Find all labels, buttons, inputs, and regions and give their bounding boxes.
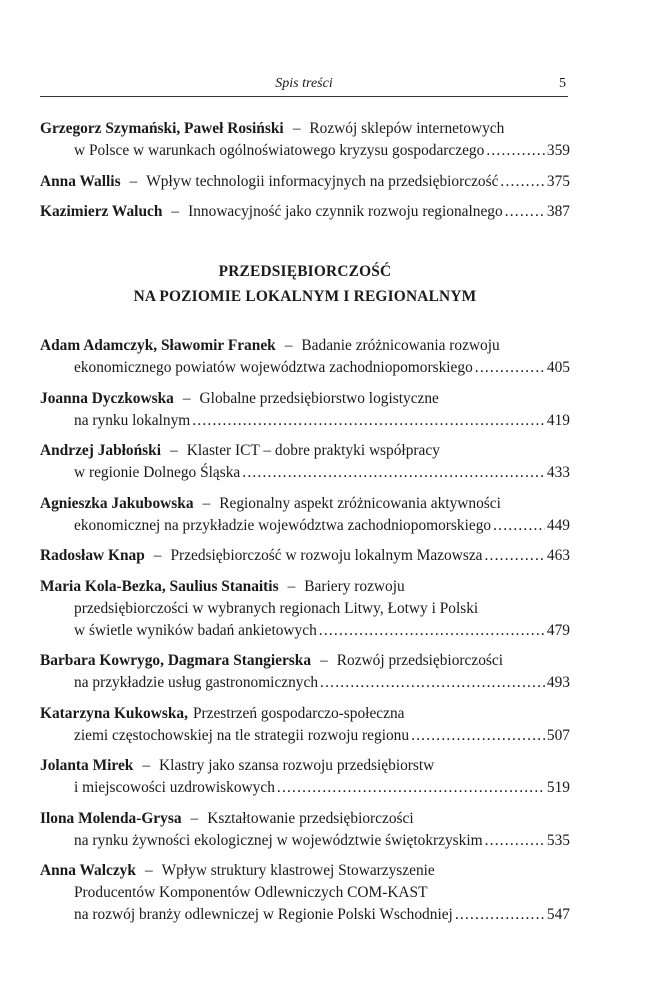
table-of-contents [40,118,570,935]
toc-entry-page: 547 [546,906,570,923]
toc-entry-title-continued: na rynku lokalnym [74,411,191,429]
toc-entry [40,755,570,799]
toc-entry-leader [493,515,545,537]
page-number: 5 [559,76,566,91]
toc-entry-title: Przestrzeń gospodarczo-społeczna [192,704,405,722]
toc-entry-title-continued: i miejscowości uzdrowiskowych [74,779,275,796]
toc-entry-author: Katarzyna Kukowska, [40,704,188,722]
toc-entry-title: Wpływ struktury klastrowej Stowarzyszenie [161,862,435,879]
toc-entry-title: Rozwój przedsiębiorczości [336,652,503,669]
toc-entry-page: 479 [546,621,570,639]
toc-entry-leader [242,462,545,484]
toc-entry [40,860,570,926]
toc-entry-page: 535 [546,831,570,849]
toc-entry-author: Agnieszka Jakubowska [40,494,194,512]
toc-entry [40,703,570,747]
toc-entry-title: Klaster ICT – dobre praktyki współpracy [186,442,440,459]
running-header [40,76,568,97]
toc-entry-title-continued: na rozwój branży odlewniczej w Regionie Polski Wschodniej [74,906,453,923]
toc-entry-title: Badanie zróżnicowania rozwoju [301,337,500,354]
toc-entry-title-continued: ekonomicznej na przykładzie województwa zachodniopomorskiego [74,516,492,534]
toc-entry-page: 463 [546,547,570,564]
toc-entry [40,650,570,694]
section-heading [40,259,570,309]
toc-entry-dash: – [320,652,328,669]
toc-entry [40,171,570,193]
toc-entry-author: Jolanta Mirek [40,757,134,774]
toc-entry-dash: – [287,577,296,595]
toc-entry-author: Anna Walczyk [40,862,136,879]
toc-entry-title-continued: na przykładzie usług gastronomicznych [74,674,319,691]
toc-entry-page: 387 [546,203,570,220]
toc-entry-author: Andrzej Jabłoński [40,442,162,459]
toc-entry-leader [486,140,545,162]
toc-entry-title: Klastry jako szansa rozwoju przedsiębiorstw [159,757,435,774]
toc-entry-title: Globalne przedsiębiorstwo logistyczne [199,389,439,407]
toc-entry-leader [319,620,545,642]
toc-entry-leader [484,545,544,567]
toc-entry-title: Bariery rozwoju [304,577,405,595]
toc-entry-title-continued: w Polsce w warunkach ogólnoświatowego kryzysu gospodarczego [74,142,485,159]
toc-entry-leader [500,171,544,193]
toc-entry-author: Ilona Molenda-Grysa [40,809,182,827]
toc-entry-author: Maria Kola-Bezka, Saulius Stanaitis [40,577,279,595]
toc-entry-title: Rozwój sklepów internetowych [309,120,505,137]
toc-entry-page: 449 [546,516,570,534]
toc-entry-title-continued: w regionie Dolnego Śląska [74,464,241,481]
toc-entry-dash: – [142,757,151,774]
toc-entry-dash: – [190,809,199,827]
toc-entry-leader [475,357,545,379]
toc-entry-title-continued: na rynku żywności ekologicznej w województwie świętokrzyskim [74,831,483,849]
toc-entry-page: 493 [546,674,570,691]
toc-entry-author: Grzegorz Szymański, Paweł Rosiński [40,120,284,137]
toc-entry-leader [320,672,545,694]
toc-entry-title: Innowacyjność jako czynnik rozwoju regionalnego [188,203,503,220]
toc-entry [40,493,570,537]
toc-entry [40,388,570,432]
toc-entry-leader [485,830,545,852]
toc-entry-title-continued: Producentów Komponentów Odlewniczych COM-KAST [74,884,428,901]
toc-entry-dash: – [202,494,211,512]
toc-entry-page: 507 [546,726,570,744]
toc-entry-title: Regionalny aspekt zróżnicowania aktywności [219,494,501,512]
toc-entry-page: 433 [546,464,570,481]
toc-entry-dash: – [292,120,301,137]
toc-entry [40,440,570,484]
toc-entry [40,335,570,379]
toc-entry-author: Barbara Kowrygo, Dagmara Stangierska [40,652,312,669]
toc-entry-leader [455,904,545,926]
toc-entry-dash: – [129,172,138,190]
toc-entry [40,118,570,162]
section-heading-line-1: PRZEDSIĘBIORCZOŚĆ [218,263,392,280]
toc-entry-dash: – [171,203,180,220]
toc-entry-leader [277,777,545,799]
toc-entry [40,545,570,567]
toc-entry-title: Wpływ technologii informacyjnych na przedsiębiorczość [146,172,499,190]
toc-entry-leader [192,410,545,432]
toc-entry-page: 419 [546,411,570,429]
toc-entry [40,576,570,642]
toc-entry [40,201,570,223]
toc-entry-author: Radosław Knap [40,547,145,564]
section-heading-line-2: NA POZIOMIE LOKALNYM I REGIONALNYM [133,288,477,305]
toc-entry-title: Kształtowanie przedsiębiorczości [207,809,414,827]
toc-entry-title-continued: ekonomicznego powiatów województwa zachodniopomorskiego [74,359,473,376]
toc-entry-title: Przedsiębiorczość w rozwoju lokalnym Mazowsza [170,547,483,564]
toc-entry-page: 405 [546,359,570,376]
toc-entry-page: 359 [546,142,570,159]
toc-entry-dash: – [182,389,191,407]
toc-entry-leader [411,725,545,747]
toc-entry-author: Adam Adamczyk, Sławomir Franek [40,337,276,354]
toc-entry-title-continued: przedsiębiorczości w wybranych regionach Litwy, Łotwy i Polski [74,599,479,617]
toc-entry-dash: – [144,862,153,879]
toc-entry-dash: – [170,442,178,459]
running-header-title: Spis treści [275,76,333,91]
toc-entry-dash: – [284,337,293,354]
toc-entry [40,808,570,852]
toc-entry-dash: – [153,547,162,564]
toc-entry-author: Anna Wallis [40,172,121,190]
toc-entry-page: 375 [546,172,570,190]
toc-entry-author: Joanna Dyczkowska [40,389,174,407]
toc-entry-title-continued: ziemi częstochowskiej na tle strategii rozwoju regionu [74,726,410,744]
toc-entry-leader [505,201,545,223]
toc-entry-page: 519 [546,779,570,796]
toc-entry-author: Kazimierz Waluch [40,203,163,220]
toc-entry-title-continued: w świetle wyników badań ankietowych [74,621,317,639]
